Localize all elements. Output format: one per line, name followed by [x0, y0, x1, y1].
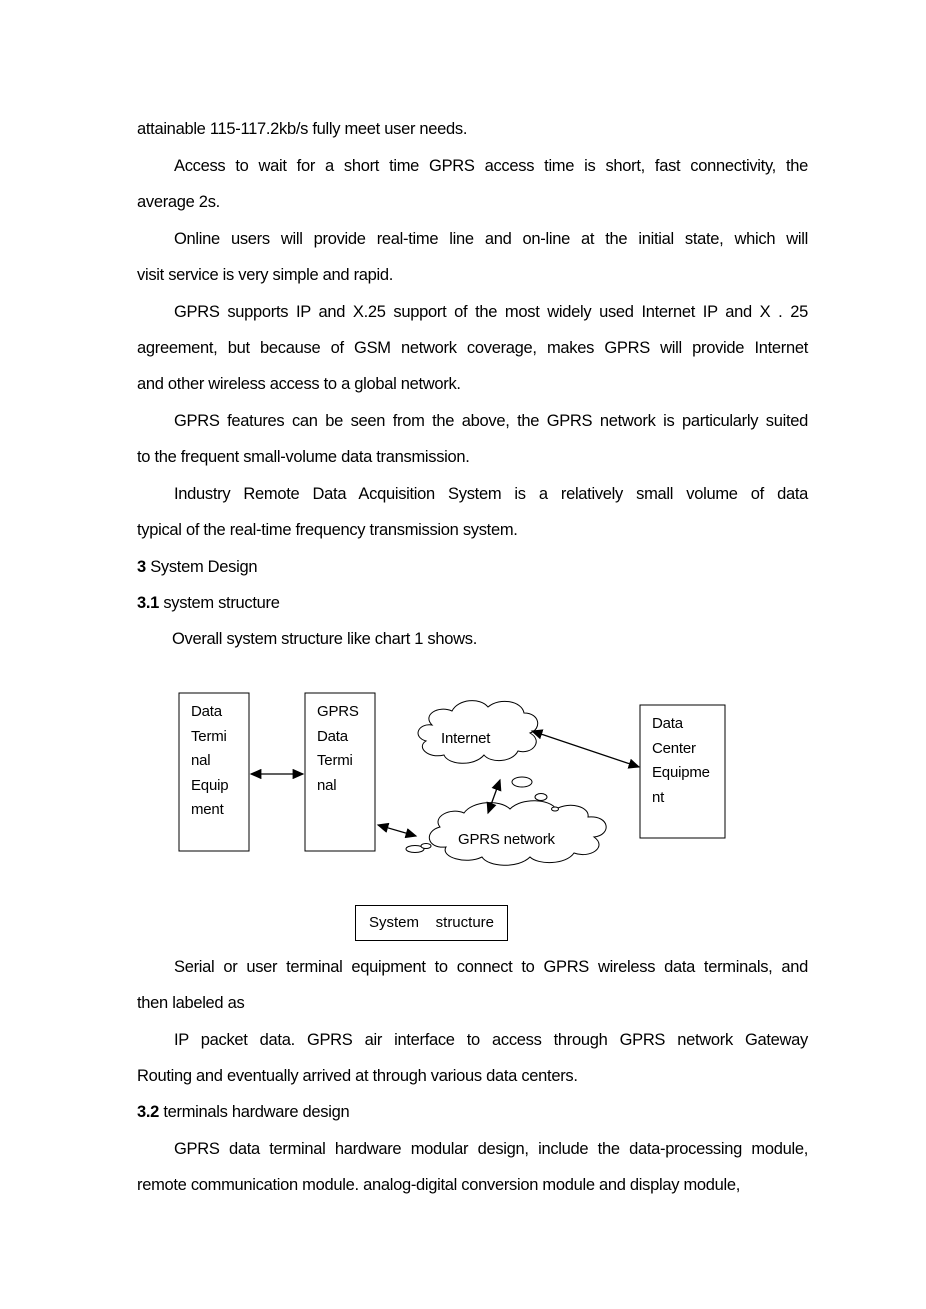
paragraph-line: agreement, but because of GSM network coverage, makes GPRS will provide Internet: [137, 339, 808, 357]
dte-label-line: nal: [191, 752, 211, 769]
data-center-label: [652, 712, 710, 810]
gprs-terminal-label-line: Data: [317, 727, 348, 745]
gprs-terminal-label-line: nal: [317, 776, 337, 794]
section-title: system structure: [163, 594, 280, 612]
gprs-terminal-label-line: GPRS: [317, 703, 359, 720]
paragraph-line: Industry Remote Data Acquisition System is a relatively small volume of data: [174, 485, 808, 503]
cloud-bubble: [421, 844, 431, 849]
data-center-label-line: Data: [652, 715, 683, 732]
dte-label-line: Data: [191, 703, 222, 720]
cloud-bubble: [535, 794, 547, 801]
section-title: System Design: [150, 558, 258, 576]
paragraph-line: Serial or user terminal equipment to connect to GPRS wireless data terminals, and: [174, 958, 808, 976]
paragraph-line: Online users will provide real-time line and on-line at the initial state, which will: [174, 230, 808, 248]
dte-label: [191, 700, 228, 823]
dte-label-line: ment: [191, 801, 224, 818]
dte-label-line: Termi: [191, 727, 227, 745]
data-center-label-line: Center: [652, 739, 696, 757]
section-number: 3.2: [137, 1103, 160, 1121]
arrow-gprs-network: [378, 825, 416, 836]
paragraph-line: to the frequent small-volume data transmission.: [137, 448, 470, 466]
section-heading-3: [137, 557, 808, 577]
gprs-network-label: GPRS network: [458, 831, 555, 848]
section-title: terminals hardware design: [163, 1103, 350, 1121]
dte-label-line: Equip: [191, 776, 229, 794]
arrow-internet-datacenter: [532, 731, 639, 767]
paragraph-line: visit service is very simple and rapid.: [137, 266, 394, 284]
section-heading-3-1: [137, 593, 808, 613]
paragraph-line: Routing and eventually arrived at through various data centers.: [137, 1067, 578, 1085]
paragraph-line: typical of the real-time frequency transmission system.: [137, 521, 518, 539]
figure-caption: System structure: [355, 905, 508, 941]
section-heading-3-2: [137, 1102, 808, 1122]
paragraph-line: Access to wait for a short time GPRS access time is short, fast connectivity, the: [174, 157, 808, 175]
paragraph-line: average 2s.: [137, 193, 220, 211]
section-number: 3: [137, 558, 146, 576]
paragraph-line: GPRS data terminal hardware modular design, include the data-processing module,: [174, 1140, 808, 1158]
cloud-bubble: [552, 807, 559, 811]
paragraph-line: attainable 115-117.2kb/s fully meet user needs.: [137, 120, 468, 138]
section-number: 3.1: [137, 594, 160, 612]
internet-label: Internet: [441, 730, 491, 747]
paragraph-line: IP packet data. GPRS air interface to access through GPRS network Gateway: [174, 1031, 808, 1049]
paragraph-line: GPRS features can be seen from the above, the GPRS network is particularly suited: [174, 412, 808, 430]
cloud-bubble: [512, 777, 532, 787]
paragraph-line: GPRS supports IP and X.25 support of the most widely used Internet IP and X . 25: [174, 303, 808, 321]
gprs-terminal-label-line: Termi: [317, 752, 353, 769]
system-structure-diagram: [170, 685, 740, 955]
paragraph-line: and other wireless access to a global network.: [137, 375, 461, 393]
gprs-terminal-label: [317, 700, 359, 798]
data-center-label-line: nt: [652, 788, 665, 806]
paragraph-line: remote communication module. analog-digital conversion module and display module,: [137, 1176, 741, 1194]
paragraph-line: then labeled as: [137, 994, 245, 1012]
data-center-label-line: Equipme: [652, 764, 710, 781]
paragraph-line: Overall system structure like chart 1 shows.: [172, 630, 477, 648]
